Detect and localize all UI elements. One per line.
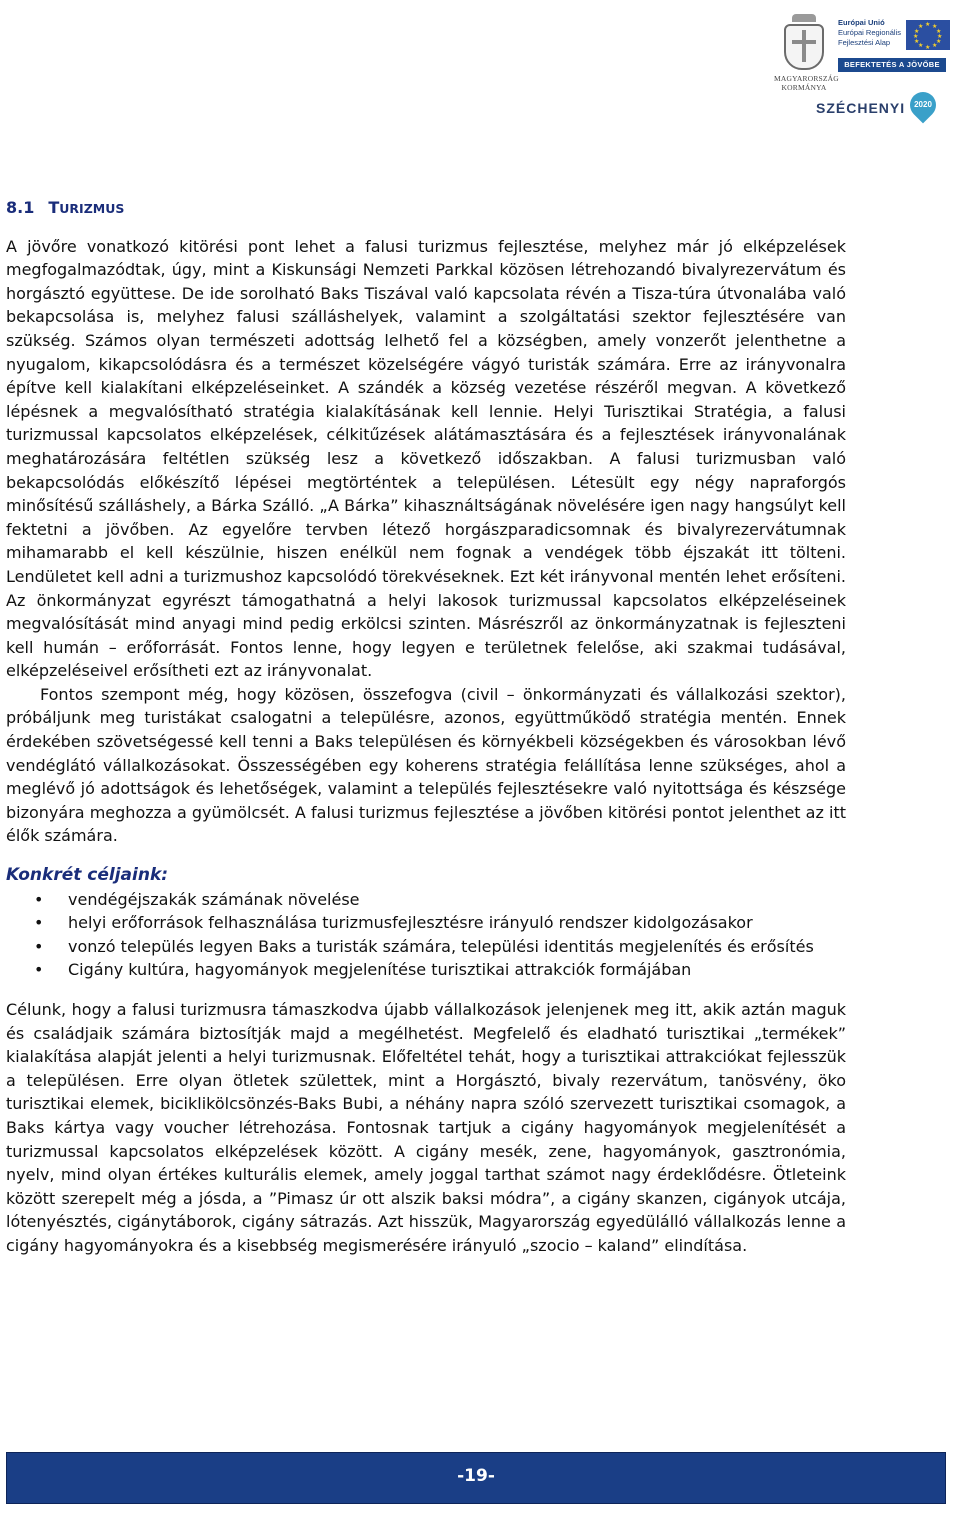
goal-item: • vonzó település legyen Baks a turisták számára, települési identitás megjelenítés és erősítés [6,935,846,959]
goal-item: • vendégéjszakák számának növelése [6,888,846,912]
szechenyi-logo-text: SZÉCHENYI [816,100,906,116]
goal-item: • Cigány kultúra, hagyományok megjelenítése turisztikai attrakciók formájában [6,958,846,982]
document-body [6,196,846,1258]
paragraph-2: Fontos szempont még, hogy közösen, összefogva (civil – önkormányzati és vállalkozási szektor), próbáljunk meg turistákat csalogatni a településre, azonos, együttműködő stratégia mentén. Ennek érdekében szövetségessé kell tenni a Baks településen és környékbeli községekben és városokban lévő vendéglátó vállalkozásokat. Összességében egy koherens stratégia felállítása lenne szükséges, ahol a meglévő jó adottságok és lehetőségek, valamint a település fejlesztésekre való nyitottsága és készsége bizonyára meghozza a gyümölcsét. A falusi turizmus fejlesztése a jövőben kitörési pontot jelenthet az itt élők számára. [6,684,846,846]
eu-line-3: Fejlesztési Alap [838,38,891,47]
gov-line-1: MAGYARORSZÁG [774,74,839,83]
section-title-rest: URIZMUS [59,201,125,216]
program-year: 2020 [914,100,932,109]
closing-paragraph: Célunk, hogy a falusi turizmusra támaszkodva újabb vállalkozások jelenjenek meg itt, akik aztán maguk és családjaik számára biztosítják majd a megélhetést. Megfelelő és eladható turisztikai „termékek” kialakítása alapját jelenti a helyi turizmusnak. Előfeltétel tehát, hogy a turisztikai attrakciókat fejlesszük a településen. Erre olyan ötletek születtek, mint a Horgásztó, bivaly rezervátum, tanösvény, öko turisztikai elemek, biciklikölcsönzés-Baks Bubi, a néhány napra szóló szervezett turisztikai csomagok, a Baks kártya vagy voucher létrehozása. Fontosnak tartjuk a cigány hagyományok megjelenítését a turizmussal kapcsolatos elképzelések között. A cigány mesék, zene, hagyományok, gasztronómia, nyelv, mind olyan értékes kulturális elemek, amely joggal tarthat számot nagy érdeklődésre. Ötleteink között szerepelt még a jósda, a ”Pimasz úr ott alszik baksi módra”, a cigány skanzen, cigányok utcája, lótenyésztés, cigánytáborok, cigány sátrazás. Azt hisszük, Magyarország egyedülálló vállalkozás lenne a cigány hagyományokra és a kisebbség megismerésére irányuló „szocio – kaland” elindítása. [6,1000,846,1255]
crown-icon [792,14,816,22]
section-number: 8.1 [6,198,35,217]
invest-banner: BEFEKTETÉS A JÖVŐBE [838,58,946,72]
page-number: -19- [457,1466,495,1486]
page-footer [6,1452,946,1504]
hungarian-government-logo [774,14,839,92]
page-header [0,0,960,150]
coat-of-arms-icon [784,24,824,70]
goals-list [6,888,846,982]
section-title-initial: T [48,198,60,217]
section-heading [6,196,846,221]
eu-line-2: Európai Regionális [838,28,901,37]
eu-flag-icon: ★ ★ ★ ★ ★ ★ ★ ★ ★ ★ ★ ★ [906,20,950,50]
government-label [774,74,839,92]
goal-item: • helyi erőforrások felhasználása turizmusfejlesztésre irányuló rendszer kidolgozásakor [6,911,846,935]
goals-heading: Konkrét céljaink: [6,865,169,886]
gov-line-2: KORMÁNYA [781,83,827,92]
eu-label [838,18,901,48]
eu-line-1: Európai Unió [838,18,885,27]
paragraph-1: A jövőre vonatkozó kitörési pont lehet a falusi turizmus fejlesztése, melyhez már jó elképzelések megfogalmazódtak, úgy, mint a Kiskunsági Nemzeti Parkkal közösen létrehozandó bivalyrezervátum és horgásztó együttese. De ide sorolható Baks Tiszával való kapcsolata révén a Tisza-túra útvonalába való bekapcsolása is, melyhez falusi szálláshelyek, valamint a szolgáltatási szektor fejlesztésére van szükség. Számos olyan természeti adottság lelhető fel a községben, amely vonzerőt jelenthetne a nyugalom, kikapcsolódásra és a természet közelségére vágyó turisták számára. Erre az irányvonalra építve kell kialakítani elképzeléseinket. A szándék a község vezetése részéről megvan. A következő lépésnek a megvalósítható stratégia kialakításának kell lennie. Helyi Turisztikai Stratégia, a falusi turizmussal kapcsolatos elképzelések, célkitűzések alátámasztására és a fejlesztések irányvonalának meghatározására feltétlen szükség lesz a következő időszakban. A falusi turizmusban való bekapcsolódás előkészítő lépései megtörténtek a településen. Létesült egy négy napraforgós minősítésű szálláshely, a Bárka Szálló. „A Bárka” kihasználtságának növelésére igen nagy hangsúlyt kell fektetni a jövőben. Az egyelőre tervben létező horgászparadicsomnak és bivalyrezervátumnak mihamarabb el kell készülnie, hiszen enélkül nem fognak a vendégek több éjszakát itt tölteni. Lendületet kell adni a turizmushoz kapcsolódó törekvéseknek. Ezt két irányvonal mentén lehet erősíteni. Az önkormányzat egyrészt támogathatná a helyi lakosok turizmussal kapcsolatos elképzeléseinek megvalósítását mind anyagi mind pedig erkölcsi szinten. Másrészről az önkormányzatnak is fejleszteni kell humán – erőforrását. Fontos lenne, hogy legyen e területnek felelőse, aki szakmai tudásával, elképzeléseivel erősítheti ezt az irányvonalat. [6,236,847,681]
